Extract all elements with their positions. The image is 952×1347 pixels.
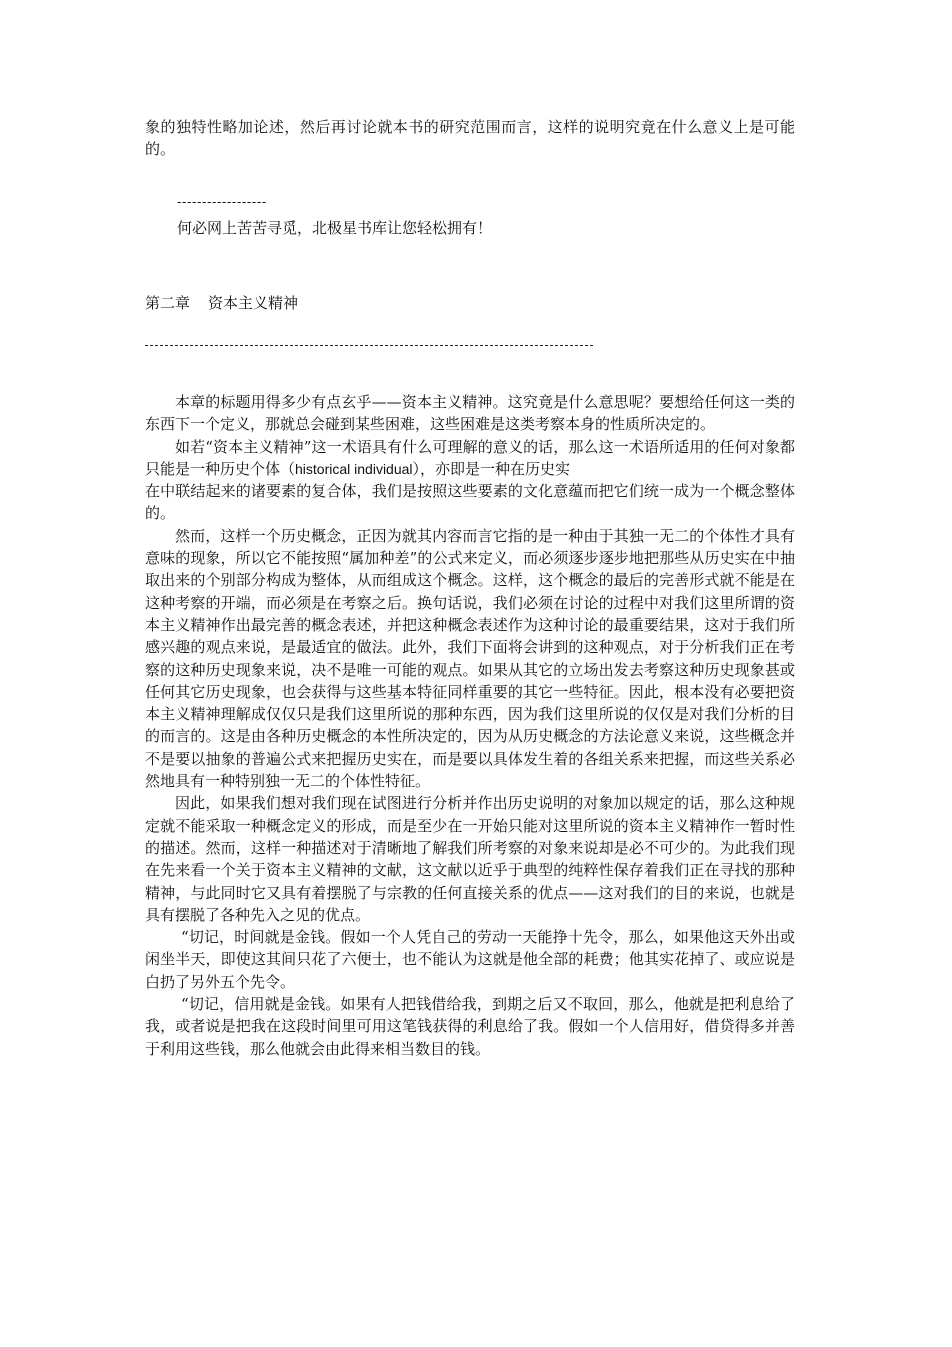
long-separator	[145, 345, 593, 346]
chapter-body	[145, 391, 795, 1060]
paragraph-2-part-a: 如若“资本主义精神”这一术语具有什么可理解的意义的话，那么这一术语所适用的任何对象都只能是一种历史个体（	[145, 437, 795, 478]
chapter-heading	[145, 292, 298, 314]
quote-paragraph-2: “切记，信用就是金钱。如果有人把钱借给我，到期之后又不取回，那么，他就是把利息给了我，或者说是把我在这段时间里可用这笔钱获得的利息给了我。假如一个人信用好，借贷得多并善于利用这些钱，那么他就会由此得来相当数目的钱。	[145, 995, 795, 1058]
paragraph-1: 本章的标题用得多少有点玄乎——资本主义精神。这究竟是什么意思呢？要想给任何这一类的东西下一个定义，那就总会碰到某些困难，这些困难是这类考察本身的性质所决定的。	[145, 393, 795, 434]
ad-line: 何必网上苦苦寻觅，北极星书库让您轻松拥有！	[177, 219, 493, 237]
paragraph-2-continued: 在中联结起来的诸要素的复合体，我们是按照这些要素的文化意蕴而把它们统一成为一个概念整体的。	[145, 482, 795, 523]
paragraph-4: 因此，如果我们想对我们现在试图进行分析并作出历史说明的对象加以规定的话，那么这种规定就不能采取一种概念定义的形成，而是至少在一开始只能对这里所说的资本主义精神作一暂时性的描述。然而，这样一种描述对于清晰地了解我们所考察的对象来说却是必不可少的。为此我们现在先来看一个关于资本主义精神的文献，这文献以近乎于典型的纯粹性保存着我们正在寻找的那种精神，与此同时它又具有着摆脱了与宗教的任何直接关系的优点——这对我们的目的来说，也就是具有摆脱了各种先入之见的优点。	[145, 794, 795, 924]
chapter-title: 资本主义精神	[208, 294, 299, 312]
latin-term: historical individual	[295, 460, 413, 477]
top-paragraph-block	[145, 116, 795, 161]
paragraph-3: 然而，这样一个历史概念，正因为就其内容而言它指的是一种由于其独一无二的个体性才具有意味的现象，所以它不能按照“属加种差”的公式来定义，而必须逐步逐步地把那些从历史实在中抽取出来的个别部分构成为整体，从而组成这个概念。这样，这个概念的最后的完善形式就不能是在这种考察的开端，而必须是在考察之后。换句话说，我们必须在讨论的过程中对我们这里所谓的资本主义精神作出最完善的概念表述，并把这种概念表述作为这种讨论的最重要结果，这对于我们所感兴趣的观点来说，是最适宜的做法。此外，我们下面将会讲到的这种观点，对于分析我们正在考察的这种历史现象来说，决不是唯一可能的观点。如果从其它的立场出发去考察这种历史现象甚或任何其它历史现象，也会获得与这些基本特征同样重要的其它一些特征。因此，根本没有必要把资本主义精神理解成仅仅只是我们这里所说的那种东西，因为我们这里所说的仅仅是对我们分析的目的而言的。这是由各种历史概念的本性所决定的，因为从历史概念的方法论意义来说，这些概念并不是要以抽象的普遍公式来把握历史实在，而是要以具体发生着的各组关系来把握，而这些关系必然地具有一种特别独一无二的个体性特征。	[145, 526, 795, 791]
paragraph-2	[145, 436, 795, 481]
paragraph-2-part-b: ），亦即是一种在历史实	[412, 459, 571, 478]
short-separator: ------------------	[177, 195, 267, 210]
top-paragraph: 象的独特性略加论述，然后再讨论就本书的研究范围而言，这样的说明究竟在什么意义上是可能的。	[145, 118, 795, 159]
chapter-number: 第二章	[145, 294, 191, 312]
quote-paragraph-1: “切记，时间就是金钱。假如一个人凭自己的劳动一天能挣十先令，那么，如果他这天外出或闲坐半天，即使这其间只花了六便士，也不能认为这就是他全部的耗费；他其实花掉了、或应说是白扔了另外五个先令。	[145, 928, 795, 991]
